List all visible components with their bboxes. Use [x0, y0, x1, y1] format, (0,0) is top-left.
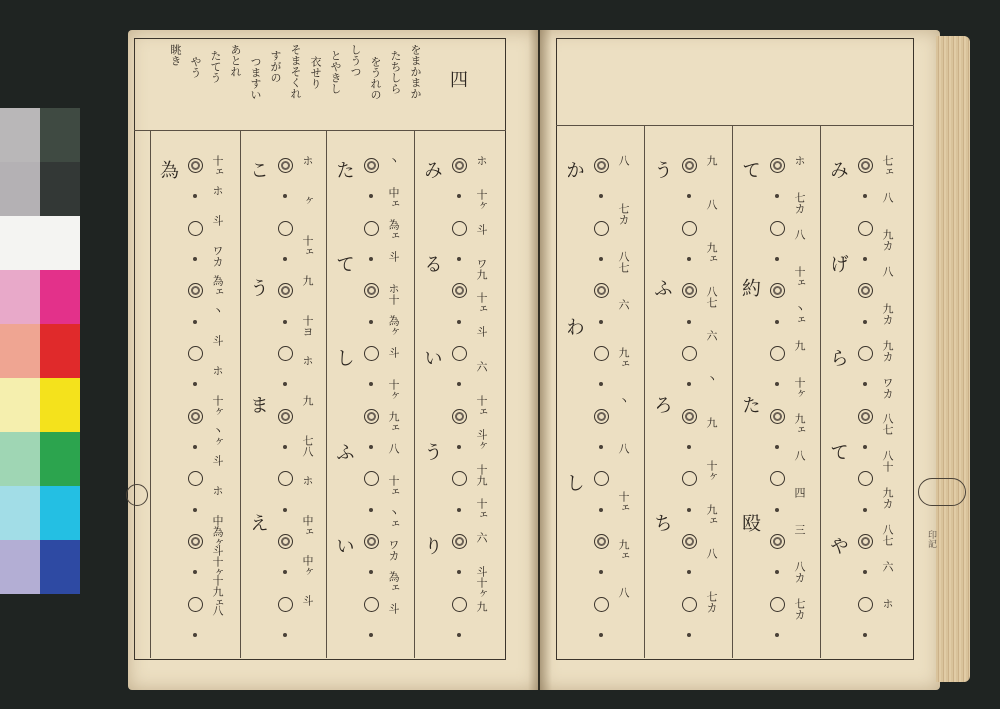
header-text-line: すがの: [269, 50, 282, 83]
notation-circle: [452, 534, 467, 549]
book-gutter: [528, 30, 552, 690]
fingering-label: 六: [705, 329, 718, 341]
column-script-char: わ: [563, 316, 585, 336]
header-text-line: そまそくれ: [289, 44, 302, 99]
fingering-label: 斗十ヶ: [211, 545, 224, 578]
header-text-line: をまかまか: [409, 44, 422, 99]
notation-circle: [770, 346, 785, 361]
notation-circle: [364, 346, 379, 361]
notation-circle: [278, 409, 293, 424]
fingering-label: 丶: [617, 395, 630, 406]
notation-circle: [188, 597, 203, 612]
header-text-line: あとれ: [229, 44, 242, 77]
notation-circle: [858, 597, 873, 612]
notation-dot: [283, 508, 287, 512]
swatch-mint: [0, 432, 40, 486]
fingering-label: 丶ェ: [793, 302, 806, 325]
page-edges: [936, 36, 970, 682]
fingering-label: 斗ヶ: [475, 429, 488, 452]
swatch-white-2: [40, 216, 80, 270]
notation-circle: [682, 221, 697, 236]
notation-dot: [775, 445, 779, 449]
notation-circle: [278, 346, 293, 361]
header-text-line: とやきし: [329, 50, 342, 94]
column-script-char: う: [421, 442, 443, 461]
fingering-label: ワカ: [211, 245, 224, 267]
notation-dot: [687, 257, 691, 261]
fingering-label: 八: [793, 450, 806, 462]
column-script-char: や: [827, 536, 849, 555]
notation-circle: [188, 534, 203, 549]
fingering-label: 八七: [705, 285, 718, 308]
notation-dot: [775, 257, 779, 261]
left-header-text: [160, 40, 440, 128]
fingering-label: 六: [617, 299, 630, 310]
fingering-label: 十ヶ: [793, 376, 806, 399]
column-script-char: て: [333, 254, 355, 273]
fingering-label: 十ェ: [475, 292, 488, 315]
fingering-label: 為ェ: [211, 275, 224, 297]
fingering-label: 三: [793, 524, 806, 536]
notation-dot: [283, 320, 287, 324]
swatch-red: [40, 324, 80, 378]
fingering-label: 中ヶ: [301, 555, 314, 577]
fingering-label: 九ェ: [793, 413, 806, 436]
column-script-char: み: [421, 160, 443, 179]
fingering-label: ホ十: [387, 283, 400, 305]
fingering-label: 八: [211, 605, 224, 616]
swatch-cream: [0, 378, 40, 432]
fingering-label: 八七: [617, 251, 630, 273]
fingering-label: 七カ: [793, 598, 806, 621]
header-text-line: 衣せり: [309, 56, 322, 89]
fingering-label: 斗: [211, 455, 224, 466]
swatch-gray-light: [0, 108, 40, 162]
fingering-label: 十ェ: [475, 497, 488, 520]
notation-dot: [193, 320, 197, 324]
fingering-label: ホ: [301, 475, 314, 486]
column-script-char: 約: [739, 277, 761, 297]
fingering-label: 中ェ: [301, 515, 314, 537]
fingering-label: ホ: [211, 185, 224, 196]
right-column-rule: [820, 125, 821, 658]
fingering-label: 斗: [211, 215, 224, 226]
notation-dot: [283, 633, 287, 637]
fingering-label: 斗: [211, 335, 224, 346]
notation-dot: [687, 320, 691, 324]
fingering-label: ワカ: [387, 539, 400, 561]
swatch-gray-mid: [0, 162, 40, 216]
notation-dot: [369, 257, 373, 261]
fingering-label: 九: [301, 275, 314, 286]
fingering-label: 八: [705, 198, 718, 210]
fingering-label: ワカ: [881, 376, 894, 399]
notation-circle: [770, 597, 785, 612]
fingering-label: 八七: [881, 413, 894, 436]
column-script-char: え: [247, 512, 269, 532]
left-column-rule: [150, 130, 151, 658]
notation-dot: [775, 633, 779, 637]
notation-circle: [364, 597, 379, 612]
fingering-label: ホ: [301, 155, 314, 166]
fingering-label: 斗: [475, 326, 488, 338]
header-text-line: をうれの: [369, 56, 382, 100]
notation-dot: [863, 633, 867, 637]
fingering-label: 丶ヶ: [211, 425, 224, 447]
notation-circle: [364, 158, 379, 173]
swatch-lavender: [0, 540, 40, 594]
fingering-label: 十ヨ: [301, 315, 314, 337]
fingering-label: 為ヶ: [387, 315, 400, 337]
fingering-label: 九: [705, 416, 718, 428]
fingering-label: 八十: [881, 450, 894, 473]
fingering-label: 斗: [387, 347, 400, 358]
left-column-rule: [414, 130, 415, 658]
fingering-label: 十ヶ: [475, 189, 488, 212]
fingering-label: 九ェ: [387, 411, 400, 433]
fingering-label: 十ェ: [617, 491, 630, 513]
fingering-label: 斗: [475, 223, 488, 235]
fingering-label: 中ェ: [387, 187, 400, 209]
fingering-label: 斗: [387, 603, 400, 614]
notation-circle: [452, 597, 467, 612]
fingering-label: 十ヶ: [387, 379, 400, 401]
swatch-yellow: [40, 378, 80, 432]
notation-circle: [452, 158, 467, 173]
fingering-label: 九ェ: [705, 242, 718, 265]
notation-circle: [770, 534, 785, 549]
header-text-line: やう: [189, 56, 202, 78]
notation-dot: [369, 508, 373, 512]
fingering-label: 四: [793, 487, 806, 499]
notation-circle: [188, 221, 203, 236]
notation-circle: [278, 534, 293, 549]
fingering-label: 六: [881, 561, 894, 573]
header-text-line: たてう: [209, 50, 222, 83]
fingering-label: 九カ: [881, 302, 894, 325]
fingering-label: 十ェ: [475, 395, 488, 417]
notation-dot: [457, 320, 461, 324]
notation-circle: [770, 409, 785, 424]
column-script-char: し: [563, 473, 585, 493]
notation-dot: [457, 633, 461, 637]
fingering-label: 六: [475, 532, 488, 544]
header-text-line: たちしら: [389, 50, 402, 94]
notation-circle: [364, 409, 379, 424]
notation-circle: [364, 221, 379, 236]
left-header-rule: [134, 130, 506, 131]
header-text-line: 眺き: [169, 44, 182, 66]
fingering-label: 九カ: [881, 487, 894, 510]
swatch-salmon: [0, 324, 40, 378]
notation-circle: [278, 221, 293, 236]
column-script-char: ふ: [651, 277, 673, 297]
column-script-char: る: [421, 254, 443, 273]
notation-circle: [364, 534, 379, 549]
notation-circle: [594, 534, 609, 549]
fingering-label: 八七: [881, 524, 894, 547]
notation-dot: [283, 257, 287, 261]
column-script-char: う: [651, 160, 673, 179]
fingering-label: 六: [475, 360, 488, 372]
notation-circle: [452, 221, 467, 236]
fingering-label: 十ェ: [387, 475, 400, 497]
column-script-char: み: [827, 160, 849, 179]
column-script-char: こ: [247, 160, 269, 179]
notation-dot: [283, 445, 287, 449]
fingering-label: 九: [705, 155, 718, 166]
fingering-label: 八: [387, 443, 400, 454]
notation-dot: [863, 320, 867, 324]
swatch-pink-light: [0, 270, 40, 324]
fingering-label: 七ェ: [881, 155, 894, 177]
column-script-char: た: [333, 160, 355, 179]
fingering-label: 七カ: [617, 203, 630, 225]
fingering-label: 丶: [387, 155, 400, 166]
notation-circle: [594, 597, 609, 612]
notation-circle: [594, 409, 609, 424]
notation-circle: [770, 158, 785, 173]
fingering-label: 十ェ: [793, 265, 806, 288]
swatch-white: [0, 216, 40, 270]
left-column-rule: [240, 130, 241, 658]
notation-circle: [682, 597, 697, 612]
notation-dot: [369, 320, 373, 324]
left-column-rule: [326, 130, 327, 658]
swatch-blue: [40, 540, 80, 594]
notation-dot: [193, 633, 197, 637]
margin-stamp: 印記: [926, 530, 936, 548]
fingering-label: 斗: [387, 251, 400, 262]
notation-circle: [278, 597, 293, 612]
notation-dot: [457, 508, 461, 512]
fingering-label: ホ: [211, 485, 224, 496]
swatch-magenta: [40, 270, 80, 324]
fingering-label: ホ: [793, 155, 806, 166]
notation-dot: [599, 508, 603, 512]
notation-dot: [193, 508, 197, 512]
notation-circle: [452, 346, 467, 361]
fingering-label: 八: [617, 443, 630, 454]
swatch-aqua: [0, 486, 40, 540]
margin-tag-left: [126, 484, 148, 506]
notation-dot: [863, 257, 867, 261]
notation-circle: [682, 158, 697, 173]
fingering-label: 八: [881, 191, 894, 203]
column-script-char: 殴: [739, 512, 761, 532]
notation-dot: [863, 508, 867, 512]
notation-dot: [369, 633, 373, 637]
notation-dot: [599, 633, 603, 637]
column-script-char: ふ: [333, 442, 355, 461]
notation-circle: [858, 158, 873, 173]
notation-dot: [457, 257, 461, 261]
fingering-label: 十九: [475, 463, 488, 486]
notation-dot: [775, 508, 779, 512]
header-text-line: つますい: [249, 56, 262, 100]
fingering-label: 九カ: [881, 228, 894, 251]
column-script-char: う: [247, 277, 269, 297]
notation-circle: [278, 158, 293, 173]
column-script-char: か: [563, 160, 585, 179]
fingering-label: 九: [475, 600, 488, 612]
fingering-label: ホ: [475, 155, 488, 166]
notation-circle: [682, 346, 697, 361]
fingering-label: 八: [705, 547, 718, 559]
swatch-charcoal: [40, 162, 80, 216]
notation-dot: [687, 445, 691, 449]
notation-dot: [863, 445, 867, 449]
notation-dot: [687, 508, 691, 512]
notation-circle: [682, 409, 697, 424]
notation-dot: [457, 445, 461, 449]
fingering-label: 九カ: [881, 339, 894, 362]
fingering-label: 八: [617, 155, 630, 166]
notation-circle: [188, 346, 203, 361]
notation-dot: [687, 633, 691, 637]
fingering-label: 丶: [211, 305, 224, 316]
fingering-label: 十ヶ: [211, 395, 224, 417]
notation-dot: [193, 257, 197, 261]
right-column-rule: [644, 125, 645, 658]
swatch-cyan: [40, 486, 80, 540]
fingering-label: ヶ: [301, 195, 314, 206]
fingering-label: 為ェ: [387, 219, 400, 241]
column-script-char: た: [739, 395, 761, 414]
notation-circle: [770, 221, 785, 236]
fingering-label: 十ェ: [211, 155, 224, 177]
right-header-rule: [556, 125, 914, 126]
fingering-label: 八: [793, 228, 806, 240]
page-number: 四: [450, 70, 468, 91]
notation-dot: [599, 257, 603, 261]
column-script-char: ろ: [651, 395, 673, 414]
fingering-label: 九: [301, 395, 314, 406]
notation-circle: [858, 346, 873, 361]
header-text-line: しうつ: [349, 44, 362, 77]
notation-circle: [858, 409, 873, 424]
notation-dot: [775, 320, 779, 324]
notation-circle: [594, 158, 609, 173]
notation-circle: [682, 534, 697, 549]
column-script-char: て: [827, 442, 849, 461]
notation-circle: [188, 409, 203, 424]
column-script-char: り: [421, 536, 443, 555]
fingering-label: 丶ェ: [387, 507, 400, 529]
notation-circle: [452, 409, 467, 424]
margin-tag-right: [918, 478, 966, 506]
column-script-char: ら: [827, 348, 849, 367]
notation-circle: [594, 221, 609, 236]
fingering-label: 七カ: [705, 591, 718, 614]
column-script-char: ち: [651, 512, 673, 532]
column-script-char: い: [333, 536, 355, 555]
swatch-green: [40, 432, 80, 486]
column-script-char: げ: [827, 254, 849, 273]
fingering-label: 九: [793, 339, 806, 351]
column-script-char: し: [333, 348, 355, 367]
fingering-label: 十ェ: [301, 235, 314, 257]
fingering-label: ワ九: [475, 257, 488, 280]
fingering-label: ホ: [301, 355, 314, 366]
column-script-char: い: [421, 348, 443, 367]
fingering-label: 八: [881, 265, 894, 277]
notation-circle: [858, 534, 873, 549]
notation-circle: [188, 158, 203, 173]
fingering-label: 十ヶ: [705, 460, 718, 483]
column-script-char: 為: [157, 160, 179, 179]
fingering-label: 中為ヶ: [211, 515, 224, 548]
swatch-gray-dark: [40, 108, 80, 162]
notation-dot: [369, 445, 373, 449]
fingering-label: 七カ: [793, 191, 806, 214]
fingering-label: 八カ: [793, 561, 806, 584]
column-script-char: ま: [247, 395, 269, 414]
fingering-label: 斗十ヶ: [475, 566, 488, 600]
notation-dot: [599, 320, 603, 324]
fingering-label: 丶: [705, 373, 718, 385]
notation-dot: [599, 445, 603, 449]
notation-circle: [594, 346, 609, 361]
fingering-label: 為ェ: [387, 571, 400, 593]
fingering-label: 八: [617, 587, 630, 598]
right-column-rule: [732, 125, 733, 658]
fingering-label: 七八: [301, 435, 314, 457]
fingering-label: ホ: [211, 365, 224, 376]
column-script-char: て: [739, 160, 761, 179]
notation-dot: [193, 445, 197, 449]
fingering-label: 十九ェ: [211, 575, 224, 608]
fingering-label: 九ェ: [705, 504, 718, 527]
notation-circle: [858, 221, 873, 236]
fingering-label: 九ェ: [617, 539, 630, 561]
fingering-label: 九ェ: [617, 347, 630, 369]
fingering-label: ホ: [881, 598, 894, 610]
fingering-label: 斗: [301, 595, 314, 606]
